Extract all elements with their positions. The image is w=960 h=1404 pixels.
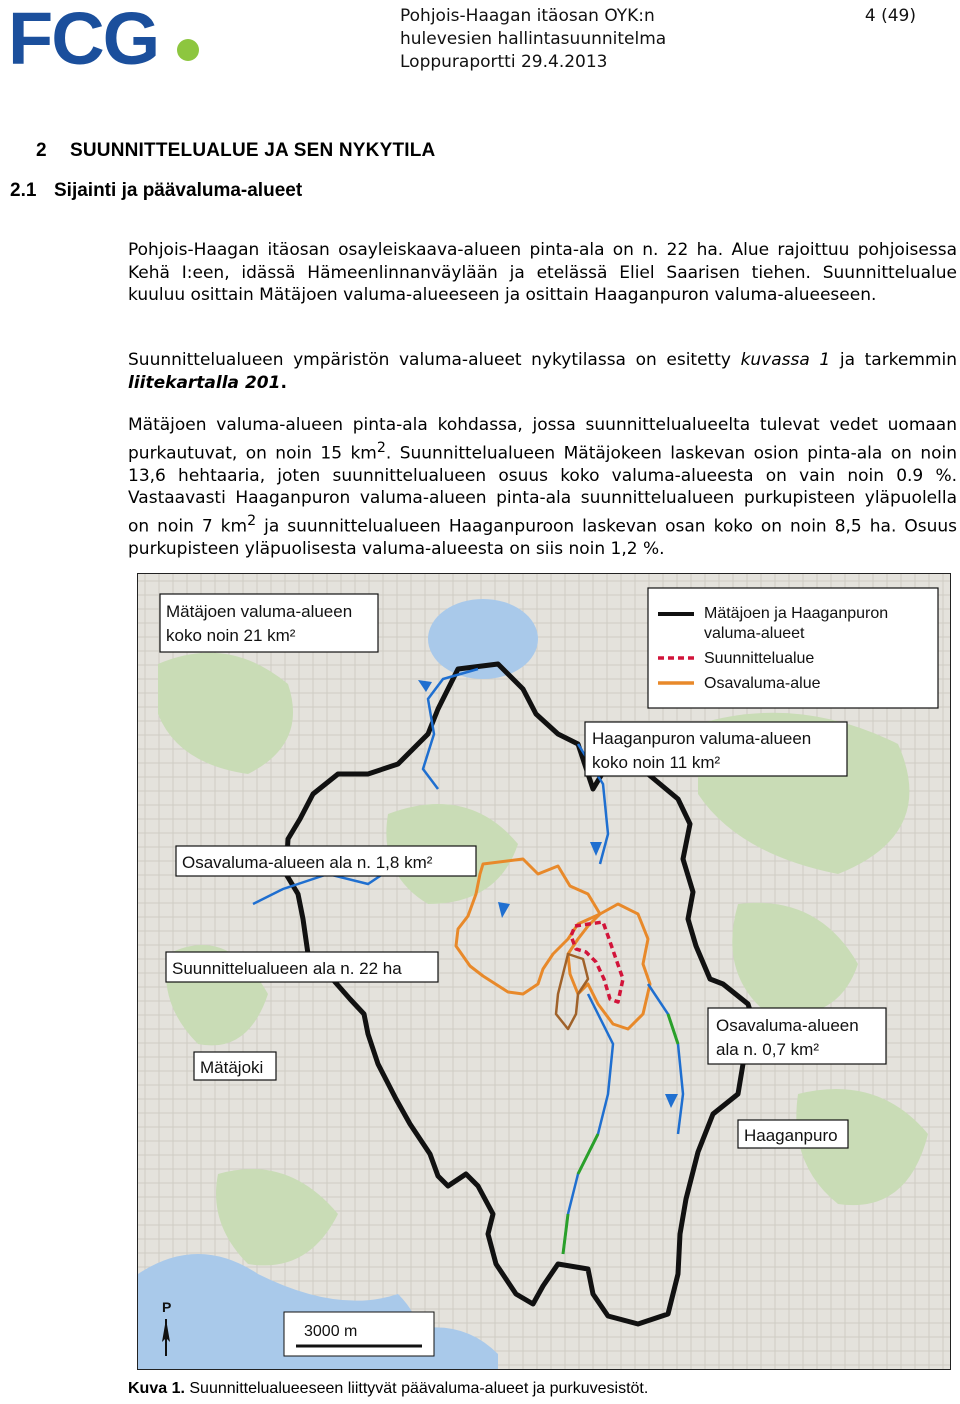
label-matajoki <box>194 1052 276 1080</box>
p2-map-ref: liitekartalla 201 <box>128 372 281 393</box>
p3-sup-1: 2 <box>376 439 386 456</box>
legend-item1-line1: Mätäjoen ja Haaganpuron <box>704 605 889 622</box>
header-title-line1: Pohjois-Haagan itäosan OYK:n <box>400 6 655 26</box>
label-haaganpuro-text: Haaganpuro <box>744 1126 838 1145</box>
paragraph-catchments <box>128 349 957 394</box>
label-matajoki-area-line1: Mätäjoen valuma-alueen <box>166 602 353 621</box>
p3-text-b: . Suunnittelualueen Mätäjokeen laskevan osion pinta-ala on noin 13,6 hehtaaria, joten suunnittelualueen osuus koko valuma-alueesta on vain noin 0.9 %. Vastaavasti Haaganpuron valuma-alueen pinta-ala suunnittelualueen purkupisteen yläpuolella on noin 7 km <box>128 443 957 537</box>
section-number: 2 <box>36 140 47 161</box>
section-title: SUUNNITTELUALUE JA SEN NYKYTILA <box>70 140 436 161</box>
north-label: P <box>162 1299 172 1315</box>
header-title-line2: hulevesien hallintasuunnitelma <box>400 29 667 49</box>
subsection-heading <box>10 180 302 202</box>
paragraph-location: Pohjois-Haagan itäosan osayleiskaava-alueen pinta-ala on n. 22 ha. Alue rajoittuu pohjoisessa Kehä I:een, idässä Hämeenlinnanväylään ja etelässä Eliel Saarisen tiehen. Suunnittelualue kuuluu osittain Mätäjoen valuma-alueeseen ja osittain Haaganpuron valuma-alueeseen. <box>128 240 957 305</box>
p3-text-a: Mätäjoen valuma-alueen pinta-ala kohdassa, jossa suunnittelualueelta tulevat vedet uomaan purkautuvat, on noin 15 km <box>128 415 957 464</box>
label-haaganpuro-area-line1: Haaganpuron valuma-alueen <box>592 729 812 748</box>
label-suunnittelualue-text: Suunnittelualueen ala n. 22 ha <box>172 959 402 978</box>
page-number: 4 (49) <box>864 6 916 26</box>
label-matajoki-area <box>160 594 378 652</box>
catchment-map-figure <box>137 573 951 1370</box>
logo-text: FCG <box>8 2 159 72</box>
p2-text-a: Suunnittelualueen ympäristön valuma-alueet nykytilassa on esitetty <box>128 350 741 370</box>
legend-item1-line2: valuma-alueet <box>704 625 805 642</box>
label-haaganpuro <box>738 1120 848 1148</box>
p3-text-c: ja suunnittelualueen Haaganpuroon laskevan osan koko on noin 8,5 ha. Osuus purkupisteen yläpuolisesta valuma-alueesta on siis noin 1,2 %. <box>128 516 957 559</box>
p2-text-e: . <box>280 372 287 393</box>
caption-text: Suunnittelualueeseen liittyvät päävaluma-alueet ja purkuvesistöt. <box>184 1380 649 1397</box>
document-header <box>400 5 920 74</box>
legend <box>648 588 938 708</box>
label-matajoki-text: Mätäjoki <box>200 1058 264 1077</box>
header-date: Loppuraportti 29.4.2013 <box>400 52 608 72</box>
scale-label: 3000 m <box>304 1323 358 1340</box>
label-osavaluma-2-line2: ala n. 0,7 km² <box>716 1040 819 1059</box>
p2-figure-ref: kuvassa 1 <box>740 350 831 370</box>
paragraph-areas <box>128 414 957 560</box>
logo-dot-icon <box>177 39 199 61</box>
label-osavaluma-1 <box>176 846 476 876</box>
p3-sup-2: 2 <box>247 512 257 529</box>
scale-bar <box>284 1312 434 1356</box>
label-haaganpuro-area-line2: koko noin 11 km² <box>592 753 721 772</box>
subsection-title: Sijainti ja päävaluma-alueet <box>54 180 303 201</box>
label-suunnittelualue <box>166 952 438 982</box>
legend-item2: Suunnittelualue <box>704 650 815 667</box>
label-matajoki-area-line2: koko noin 21 km² <box>166 626 296 645</box>
p2-text-c: ja tarkemmin <box>830 350 957 370</box>
subsection-number: 2.1 <box>10 180 37 201</box>
legend-item3: Osavaluma-alue <box>704 675 821 692</box>
caption-label: Kuva 1. <box>128 1380 185 1397</box>
label-osavaluma-2 <box>708 1008 886 1064</box>
fcg-logo <box>8 2 208 72</box>
figure-caption <box>128 1380 648 1398</box>
label-osavaluma-2-line1: Osavaluma-alueen <box>716 1016 859 1035</box>
label-osavaluma-1-text: Osavaluma-alueen ala n. 1,8 km² <box>182 853 433 872</box>
label-haaganpuro-area <box>585 722 847 776</box>
section-heading <box>36 140 435 162</box>
